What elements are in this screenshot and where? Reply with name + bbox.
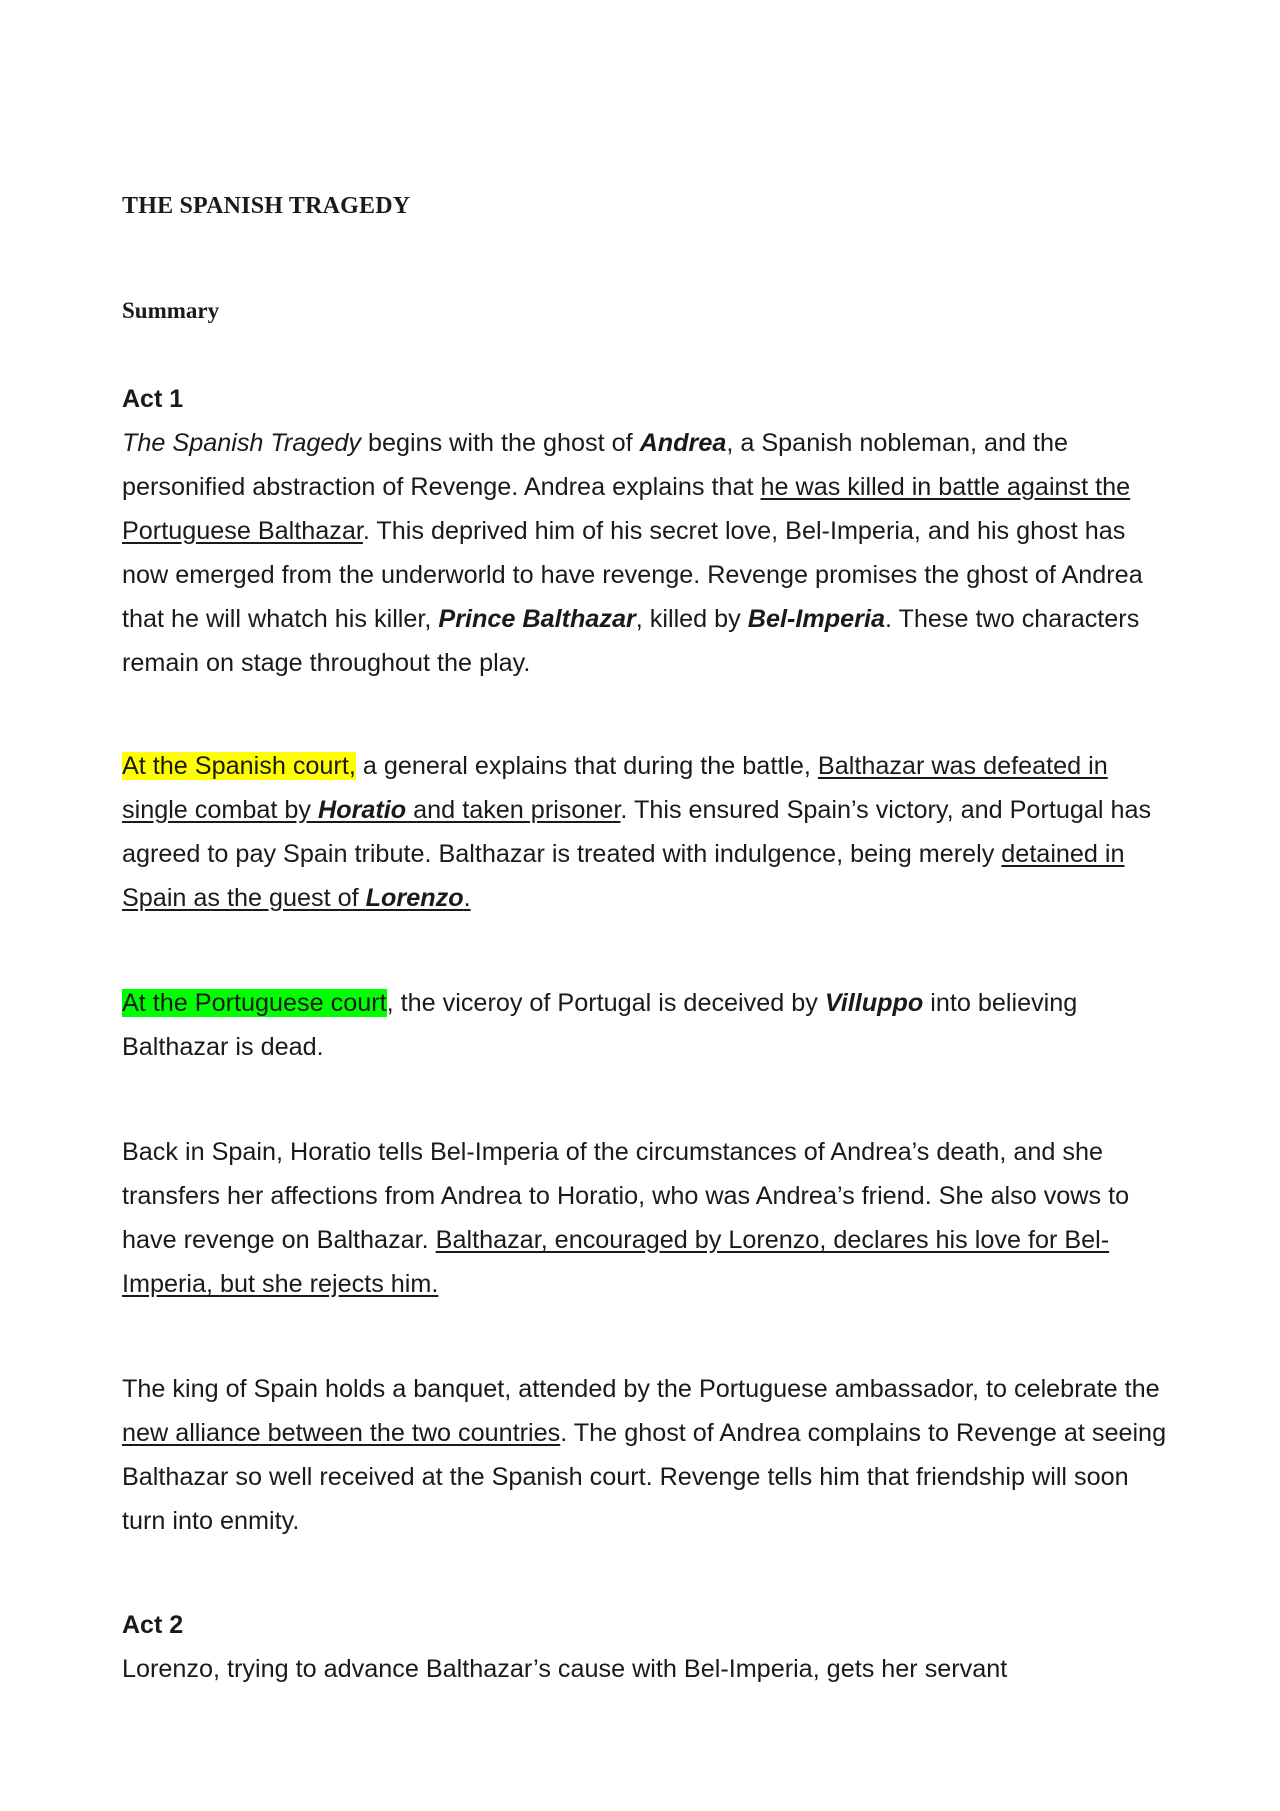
- act-1-paragraph-4: [122, 1130, 1172, 1306]
- text-run: a general explains that during the battle,: [355, 752, 818, 780]
- highlighted-text-yellow: At the Spanish court,: [122, 752, 356, 780]
- underlined-text: Balthazar, encouraged by Lorenzo, declares his love for Bel-Imperia, but she rejects him.: [122, 1226, 1110, 1298]
- act-2-paragraph-1: [122, 1647, 1172, 1691]
- act-1-paragraph-2: [122, 744, 1172, 920]
- character-name-horatio: Horatio: [318, 796, 407, 824]
- character-name-bel-imperia: Bel-Imperia: [747, 605, 885, 633]
- character-name-lorenzo: Lorenzo: [365, 884, 464, 912]
- underlined-text: .: [463, 884, 471, 912]
- act-2-heading: Act 2: [122, 1611, 184, 1639]
- text-run: into believing Balthazar is dead.: [122, 989, 1078, 1061]
- text-run: Lorenzo, trying to advance Balthazar’s cause with Bel-Imperia, gets her servant: [122, 1655, 1008, 1683]
- document-title: THE SPANISH TRAGEDY: [122, 193, 411, 219]
- underlined-text: new alliance between the two countries: [122, 1419, 561, 1447]
- play-title-italic: The Spanish Tragedy: [122, 429, 361, 457]
- underlined-text: Balthazar was defeated in single combat by: [122, 752, 1108, 824]
- highlighted-text-green: At the Portuguese court: [122, 989, 387, 1017]
- text-run: . This deprived him of his secret love, Bel-Imperia, and his ghost has now emerged from the underworld to have revenge. Revenge promises the ghost of Andrea that he will whatch his killer,: [122, 517, 1143, 633]
- section-heading-summary: Summary: [122, 298, 220, 323]
- underlined-text: he was killed in battle against the Portuguese Balthazar: [122, 473, 1131, 545]
- text-run: . This ensured Spain’s victory, and Portugal has agreed to pay Spain tribute. Balthazar is treated with indulgence, being merely: [122, 796, 1152, 868]
- character-name-villuppo: Villuppo: [824, 989, 924, 1017]
- act-1-heading: Act 1: [122, 385, 184, 413]
- underlined-text: detained in Spain as the guest of: [122, 840, 1125, 912]
- text-run: , a Spanish nobleman, and the personified abstraction of Revenge. Andrea explains that: [122, 429, 1069, 501]
- text-run: , killed by: [635, 605, 748, 633]
- text-run: . These two characters remain on stage throughout the play.: [122, 605, 1140, 677]
- underlined-text: and taken prisoner: [406, 796, 621, 824]
- act-1-paragraph-5: [122, 1367, 1172, 1543]
- character-name-prince-balthazar: Prince Balthazar: [438, 605, 636, 633]
- text-run: . The ghost of Andrea complains to Revenge at seeing Balthazar so well received at the Spanish court. Revenge tells him that friendship will soon turn into enmity.: [122, 1419, 1167, 1535]
- act-1-paragraph-3: [122, 981, 1172, 1069]
- text-run: begins with the ghost of: [360, 429, 640, 457]
- character-name-andrea: Andrea: [639, 429, 727, 457]
- act-1-paragraph-1: [122, 421, 1172, 685]
- text-run: , the viceroy of Portugal is deceived by: [386, 989, 825, 1017]
- text-run: The king of Spain holds a banquet, attended by the Portuguese ambassador, to celebrate the: [122, 1375, 1160, 1403]
- text-run: Back in Spain, Horatio tells Bel-Imperia of the circumstances of Andrea’s death, and she transfers her affections from Andrea to Horatio, who was Andrea’s friend. She also vows to have revenge on Balthazar.: [122, 1138, 1130, 1254]
